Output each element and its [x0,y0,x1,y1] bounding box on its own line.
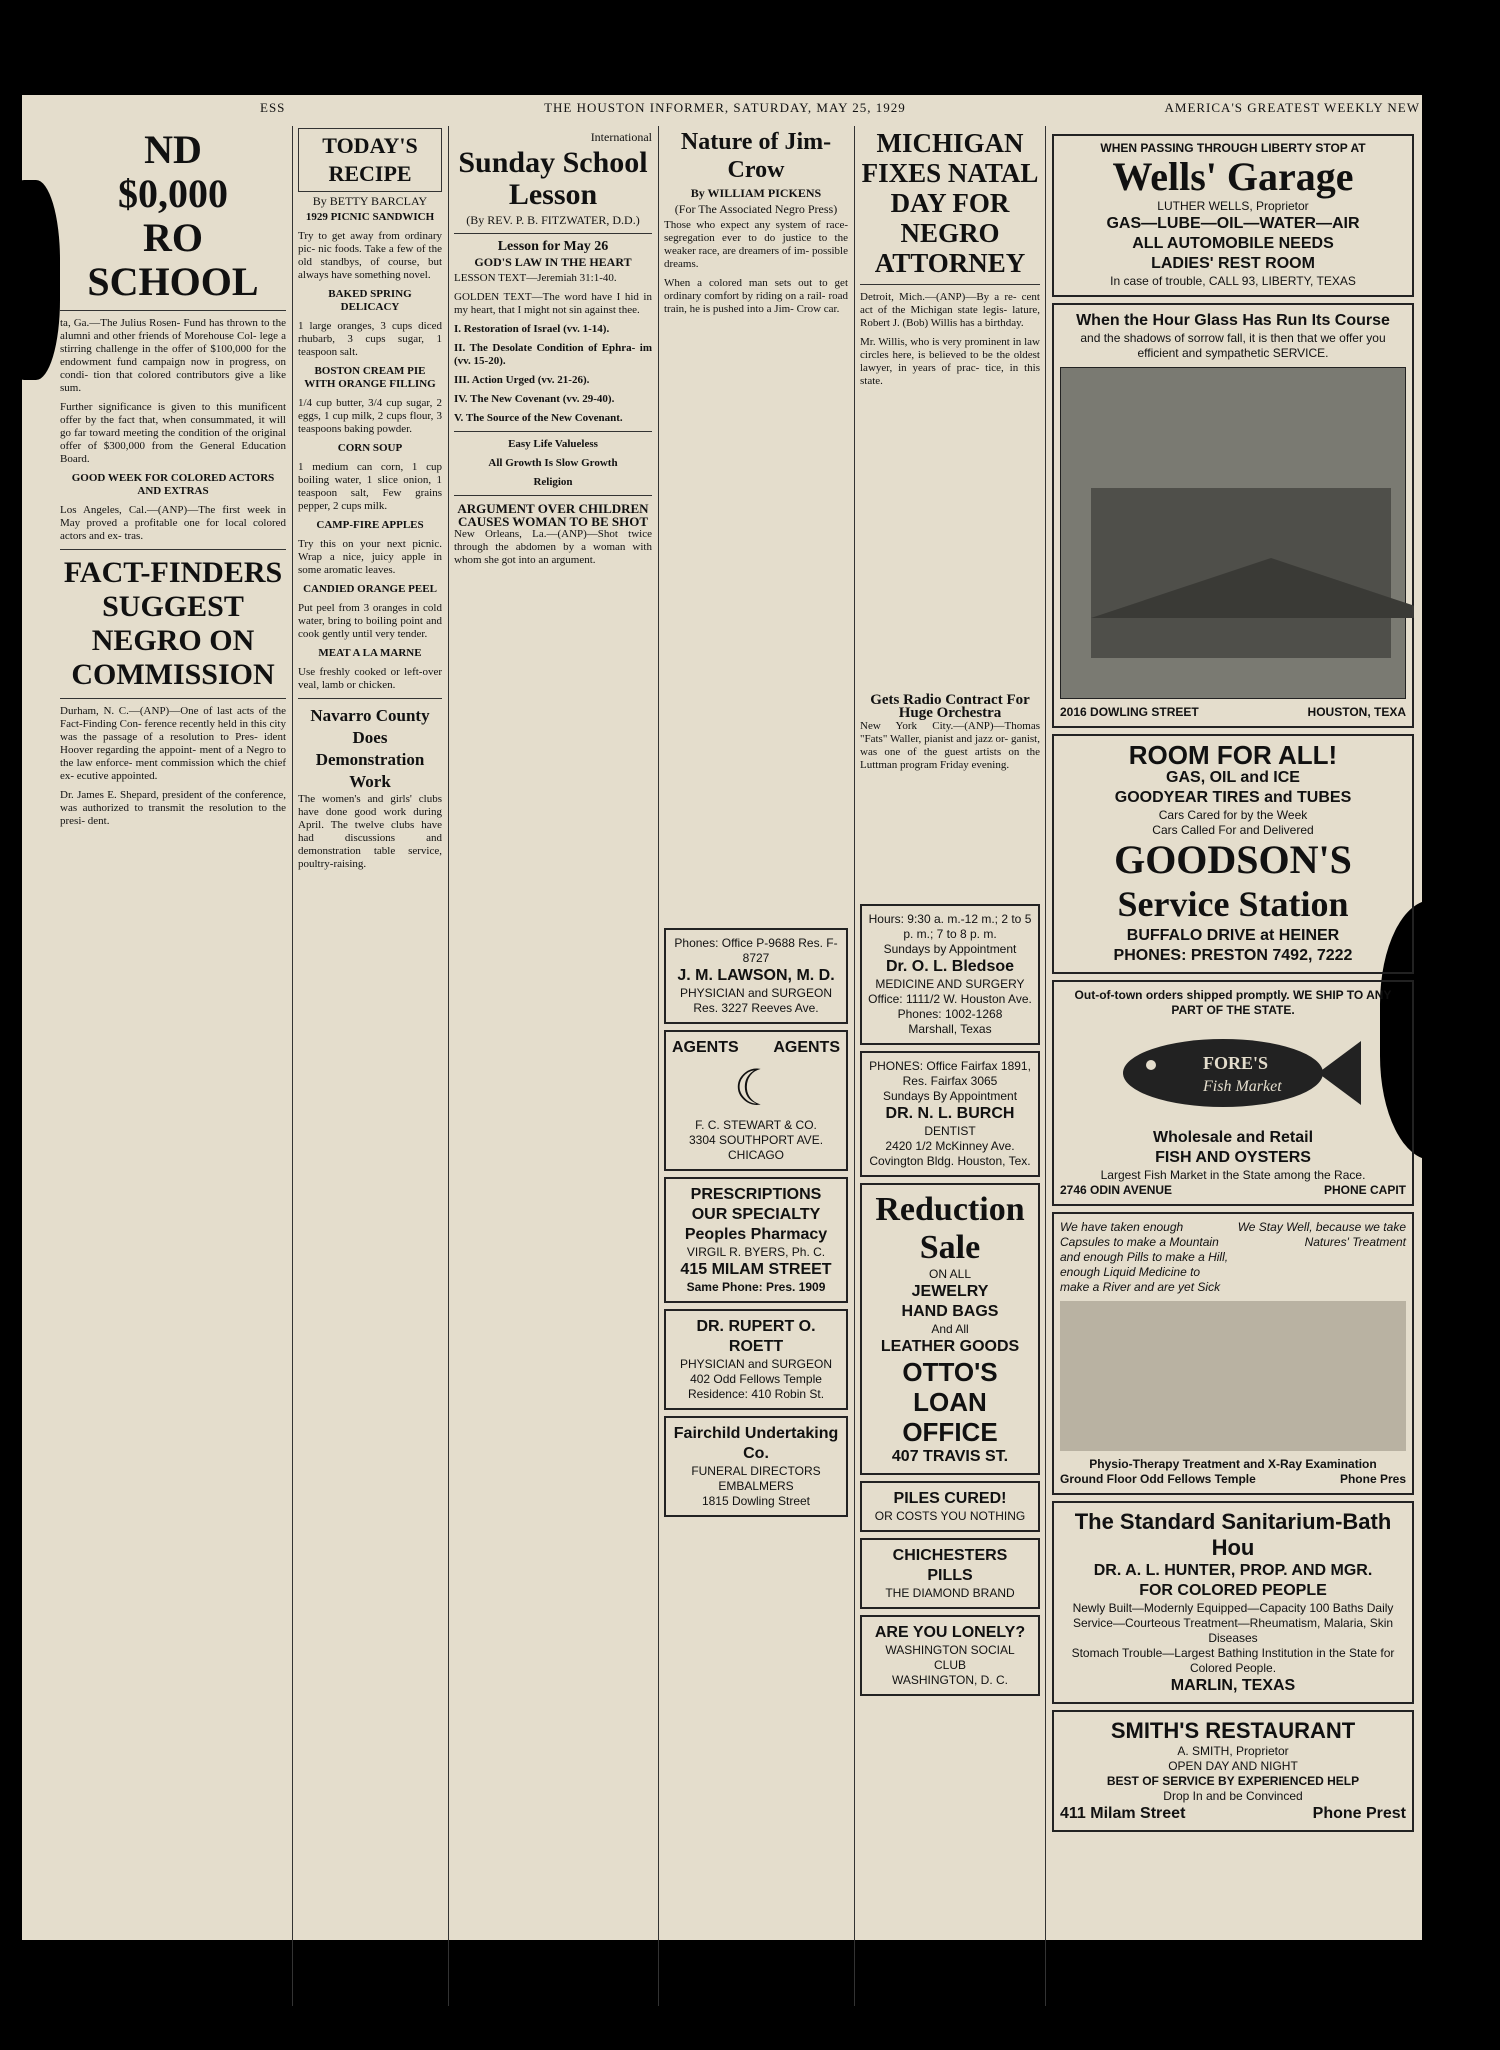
ad-burch: PHONES: Office Fairfax 1891, Res. Fairfax 3065 Sundays By Appointment DR. N. L. BURCH DENTIST 2420 1/2 McKinney Ave. Covington Bldg. Houston, Tex. [860,1051,1040,1177]
column-rule [1045,126,1046,2006]
recipe-text: Use freshly cooked or left-over veal, lamb or chicken. [298,666,442,691]
ad-fores-fish: Out-of-town orders shipped promptly. WE SHIP TO ANY PART OF THE STATE. FORE'S Fish Market Wholesale and Retail FISH AND OYSTERS Largest Fish Market in the State among the Race. 2746 ODIN AVENUE PHONE CAPIT [1052,980,1414,1206]
ad-physio-therapy: We have taken enough Capsules to make a Mountain and enough Pills to make a Hill, enough Liquid Medicine to make a River and are yet Sick We Stay Well, because we take Natures' Treatment Physio-Therapy Treatment and X-Ray Examination Ground Floor Odd Fellows Temple Phone Pres [1052,1212,1414,1495]
subhead: GOOD WEEK FOR COLORED ACTORS AND EXTRAS [71,472,275,497]
torn-edge-bottom [0,1940,1500,2050]
article-paragraph: New Orleans, La.—(ANP)—Shot twice through the abdomen by a woman with whom she got into an argument. [454,528,652,566]
recipe-title: BOSTON CREAM PIE WITH ORANGE FILLING [304,365,436,390]
recipe-headline: TODAY'S RECIPE [298,128,442,192]
ad-standard-sanitarium: The Standard Sanitarium-Bath Hou DR. A. L. HUNTER, PROP. AND MGR. FOR COLORED PEOPLE Newly Built—Modernly Equipped—Capacity 100 Baths Daily Service—Courteous Treatment—Rheumatism, Malaria, Skin Diseases Stomach Trouble—Largest Bathing Institution in the State for Colored People. MARLIN, TEXAS [1052,1501,1414,1704]
ad-lonely: ARE YOU LONELY? WASHINGTON SOCIAL CLUB WASHINGTON, D. C. [860,1615,1040,1696]
ad-roett: DR. RUPERT O. ROETT PHYSICIAN and SURGEON 402 Odd Fellows Temple Residence: 410 Robin St. [664,1309,848,1410]
ad-ottos-loan: Reduction Sale ON ALL JEWELRY HAND BAGS And All LEATHER GOODS OTTO'S LOAN OFFICE 407 TRAVIS ST. [860,1183,1040,1475]
column-1 [60,128,286,1928]
column-rule [658,126,659,2006]
recipe-title: CANDIED ORANGE PEEL [303,583,437,595]
article-paragraph: Those who expect any system of race-segregation ever to do justice to the weaker race, are dreamers of im- possible dreams. [664,219,848,270]
recipe-text: Put peel from 3 oranges in cold water, bring to boiling point and cook gently until very tender. [298,602,442,640]
ad-smiths-restaurant: SMITH'S RESTAURANT A. SMITH, Proprietor OPEN DAY AND NIGHT BEST OF SERVICE BY EXPERIENCED HELP Drop In and be Convinced 411 Milam Street Phone Prest [1052,1710,1414,1832]
recipe-text: 1 large oranges, 3 cups diced rhubarb, 3 cups sugar, 1 teaspoon salt. [298,320,442,358]
column-rule [854,126,855,2006]
ad-fairchild: Fairchild Undertaking Co. FUNERAL DIRECTORS EMBALMERS 1815 Dowling Street [664,1416,848,1517]
ad-piles: PILES CURED! OR COSTS YOU NOTHING [860,1481,1040,1532]
article-paragraph: Dr. James E. Shepard, president of the conference, was authorized to transmit the resolution to the presi- dent. [60,789,286,827]
filler-title: All Growth Is Slow Growth [488,457,618,469]
fish-icon [1060,1018,1406,1128]
article-paragraph: Detroit, Mich.—(ANP)—By a re- cent act of the Michigan state legis- lature, Robert J. (Bob) Willis has a birthday. [860,291,1040,329]
article-paragraph: ta, Ga.—The Julius Rosen- Fund has thrown to the alumni and other friends of Morehouse Col- lege a stirring challenge in the offer of $100,000 for the endowment fund campaign now in progress, on condi- tion that colored contributors give a like sum. [60,317,286,394]
ad-hour-glass: When the Hour Glass Has Run Its Course and the shadows of sorrow fall, it is then that we offer you efficient and sympathetic SERVICE. 2016 DOWLING STREET HOUSTON, TEXA [1052,303,1414,728]
headline-argument: ARGUMENT OVER CHILDREN CAUSES WOMAN TO BE SHOT [457,501,649,529]
ad-peoples-pharmacy: PRESCRIPTIONS OUR SPECIALTY Peoples Pharmacy VIRGIL R. BYERS, Ph. C. 415 MILAM STREET Same Phone: Pres. 1909 [664,1177,848,1303]
column-rule [292,126,293,2006]
headline-rosenwald: ND $0,000 RO SCHOOL [87,128,259,304]
recipe-text: Try to get away from ordinary pic- nic foods. Take a few of the old standbys, of course, but always have something novel. [298,230,442,281]
ad-agents: AGENTS AGENTS ☾ F. C. STEWART & CO. 3304 SOUTHPORT AVE. CHICAGO [664,1030,848,1171]
article-paragraph: Los Angeles, Cal.—(ANP)—The first week in May proved a profitable one for local colored actors and ex- tras. [60,504,286,542]
recipe-title: 1929 PICNIC SANDWICH [305,211,435,223]
ad-goodsons: ROOM FOR ALL! GAS, OIL and ICE GOODYEAR TIRES and TUBES Cars Cared for by the Week Cars Called For and Delivered GOODSON'S Service Station BUFFALO DRIVE at HEINER PHONES: PRESTON 7492, 7222 [1052,734,1414,974]
lesson-paragraph: LESSON TEXT—Jeremiah 31:1-40. [454,272,617,284]
lesson-kicker: International [590,130,652,144]
ad-lawson: Phones: Office P-9688 Res. F-8727 J. M. LAWSON, M. D. PHYSICIAN and SURGEON Res. 3227 Reeves Ave. [664,928,848,1024]
article-paragraph: Durham, N. C.—(ANP)—One of last acts of the Fact-Finding Con- ference recently held in this city was the passage of a resolution to Pres- ident Hoover regarding the appoint- ment of a Negro to the law enforce- ment commission which the chief ex- ecutive appointed. [60,705,286,782]
jim-crow-byline: By WILLIAM PICKENS [690,186,822,200]
filler-title: Easy Life Valueless [508,438,598,450]
jim-crow-sub: (For The Associated Negro Press) [674,202,838,216]
masthead-left: ESS [260,100,286,115]
masthead-right: AMERICA'S GREATEST WEEKLY NEW [1164,100,1420,115]
column-2 [298,128,442,1928]
ad-bledsoe: Hours: 9:30 a. m.-12 m.; 2 to 5 p. m.; 7 to 8 p. m. Sundays by Appointment Dr. O. L. Bledsoe MEDICINE AND SURGERY Office: 1111/2 W. Houston Ave. Phones: 1002-1268 Marshall, Texas [860,904,1040,1045]
recipe-text: 1 medium can corn, 1 cup boiling water, 1 slice onion, 1 teaspoon salt, Few grains pepper, 2 cups milk. [298,461,442,512]
headline-michigan: MICHIGAN FIXES NATAL DAY FOR NEGRO ATTORNEY [861,128,1039,278]
lesson-paragraph: II. The Desolate Condition of Ephra- im (vv. 15-20). [454,342,652,367]
recipe-title: CAMP-FIRE APPLES [316,519,424,531]
fish-text-name: FORE'S [1203,1053,1269,1073]
moon-face-icon: ☾ [733,1060,779,1116]
funeral-home-photo [1060,367,1406,699]
filler-title: Religion [533,476,573,488]
lesson-paragraph: GOLDEN TEXT—The word have I hid in my heart, that I might not sin against thee. [454,291,652,316]
article-paragraph: New York City.—(ANP)—Thomas "Fats" Waller, pianist and jazz or- ganist, was one of the guest artists on the Luttman program Friday evening. [860,720,1040,771]
recipe-text: 1/4 cup butter, 3/4 cup sugar, 2 eggs, 1 cup milk, 2 cups flour, 3 teaspoons baking powder. [298,397,442,435]
article-paragraph: The women's and girls' clubs have done good work during April. The twelve clubs have had discussions and demonstration table service, poultry-raising. [298,793,442,870]
article-paragraph: When a colored man sets out to get ordinary comfort by riding on a rail- road train, he is pushed into a Jim- Crow car. [664,277,848,315]
illustration-bath-icon [1060,1301,1406,1451]
lesson-byline: (By REV. P. B. FITZWATER, D.D.) [466,213,640,227]
recipe-title: CORN SOUP [337,442,403,454]
torn-edge-left [0,180,60,380]
article-paragraph: Mr. Willis, who is very prominent in law circles here, is believed to be the oldest lawyer, in years of prac- tice, in this state. [860,336,1040,387]
masthead [260,100,1420,122]
column-6 [1052,128,1414,1928]
lesson-subtitle: GOD'S LAW IN THE HEART [474,255,632,269]
masthead-center: THE HOUSTON INFORMER, SATURDAY, MAY 25, 1929 [544,100,906,115]
lesson-paragraph: V. The Source of the New Covenant. [454,412,623,424]
torn-edge-top [0,0,1500,95]
article-paragraph: Further significance is given to this munificent offer by the fact that, when consummated, it will go far toward meeting the condition of the original offer of $300,000 from the General Education Board. [60,401,286,465]
recipe-title: BAKED SPRING DELICACY [328,288,412,313]
lesson-paragraph: IV. The New Covenant (vv. 29-40). [454,393,615,405]
recipe-byline: By BETTY BARCLAY [312,194,428,208]
recipe-title: MEAT A LA MARNE [318,647,422,659]
column-4 [664,128,848,1928]
lesson-paragraph: I. Restoration of Israel (vv. 1-14). [454,323,610,335]
ad-wells-garage: WHEN PASSING THROUGH LIBERTY STOP AT Wells' Garage LUTHER WELLS, Proprietor GAS—LUBE—OIL—WATER—AIR ALL AUTOMOBILE NEEDS LADIES' REST ROOM In case of trouble, CALL 93, LIBERTY, TEXAS [1052,134,1414,297]
column-5 [860,128,1040,1928]
sunday-school-headline: Sunday School Lesson [458,146,648,211]
headline-navarro: Navarro County Does Demonstration Work [310,706,430,791]
fish-text-market: Fish Market [1203,1078,1282,1095]
ad-chichesters: CHICHESTERS PILLS THE DIAMOND BRAND [860,1538,1040,1609]
column-rule [448,126,449,2006]
headline-fact-finders: FACT-FINDERS SUGGEST NEGRO ON COMMISSION [63,556,283,691]
lesson-title: Lesson for May 26 [497,239,609,254]
column-3 [454,128,652,1928]
headline-radio: Gets Radio Contract For Huge Orchestra [870,692,1030,721]
headline-jim-crow: Nature of Jim-Crow [680,129,832,183]
recipe-text: Try this on your next picnic. Wrap a nice, juicy apple in some aromatic leaves. [298,538,442,576]
lesson-paragraph: III. Action Urged (vv. 21-26). [454,374,590,386]
